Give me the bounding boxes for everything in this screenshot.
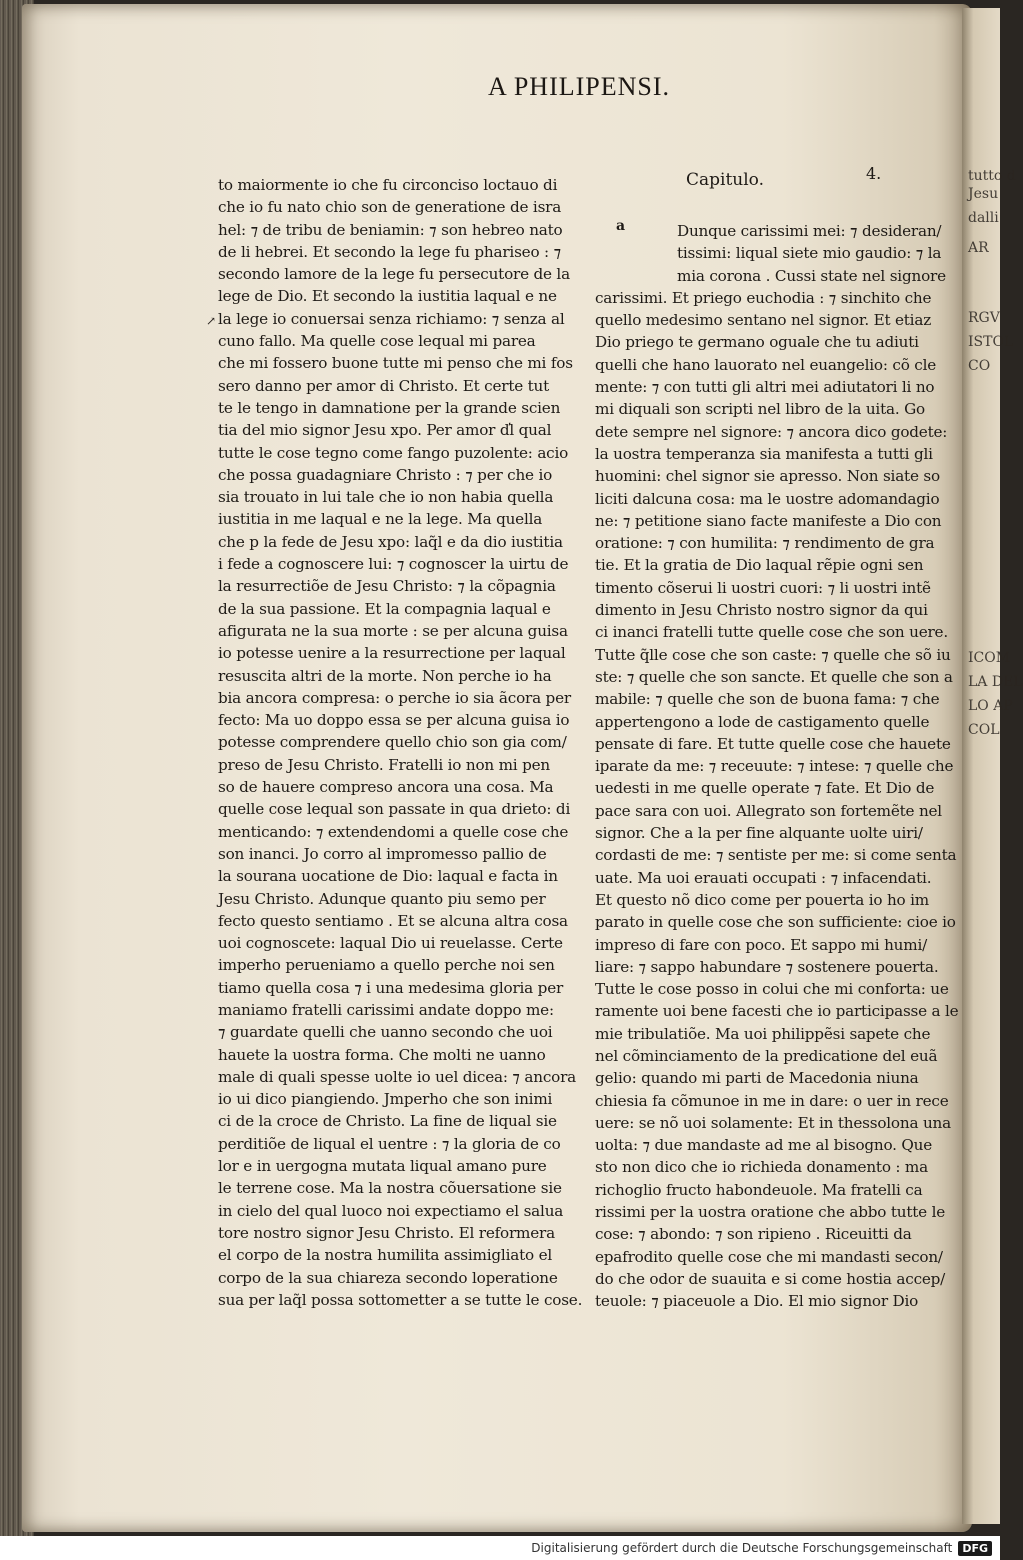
text-line: che possa guadagniare Christo : ⁊ per che io <box>218 465 553 484</box>
text-line: hauete la uostra forma. Che molti ne uanno <box>218 1045 546 1064</box>
text-line: mia corona . Cussi state nel signore <box>677 266 946 285</box>
text-line: che io fu nato chio son de generatione de isra <box>218 198 562 217</box>
text-line: de la sua passione. Et la compagnia laqual e <box>218 599 551 618</box>
text-line: timento cõserui li uostri cuori: ⁊ li uostri intẽ <box>595 578 931 597</box>
text-line: hel: ⁊ de tribu de beniamin: ⁊ son hebreo nato <box>218 220 563 239</box>
text-line: huomini: chel signor sie apresso. Non siate so <box>595 467 940 486</box>
text-line: tiamo quella cosa ⁊ i una medesima gloria per <box>218 978 564 997</box>
text-line: mabile: ⁊ quelle che son de buona fama: ⁊ che <box>595 690 940 709</box>
text-line: sua per laq̃l possa sottometter a se tutte le cose. <box>218 1290 583 1309</box>
text-line: to maiormente io che fu circonciso loctauo di <box>218 176 558 194</box>
dfg-logo: DFG <box>958 1541 992 1556</box>
footer-credit: Digitalisierung gefördert durch die Deutsche Forschungsgemeinschaft <box>531 1541 953 1555</box>
text-line: la sourana uocatione de Dio: laqual e facta in <box>218 867 558 886</box>
text-line: preso de Jesu Christo. Fratelli io non mi pen <box>218 755 550 774</box>
text-line: ⁊ guardate quelli che uanno secondo che uoi <box>218 1023 553 1042</box>
text-line: signor. Che a la per fine alquante uolte uiri/ <box>595 824 923 843</box>
right-text-column <box>595 220 959 1313</box>
text-line: sia trouato in lui tale che io non habia quella <box>218 488 554 507</box>
text-line: uate. Ma uoi erauati occupati : ⁊ infacendati. <box>595 868 932 887</box>
text-line: uere: se nõ uoi solamente: Et in thessolona una <box>595 1113 951 1132</box>
page-number: 4. <box>866 164 882 183</box>
text-line: cuno fallo. Ma quelle cose lequal mi parea <box>218 332 536 351</box>
text-line: maniamo fratelli carissimi andate doppo me: <box>218 1000 554 1019</box>
text-line: la resurrectiõe de Jesu Christo: ⁊ la cõpagnia <box>218 577 556 596</box>
running-title: A PHILIPENSI. <box>488 72 671 101</box>
text-line: liare: ⁊ sappo habundare ⁊ sostenere pouerta. <box>595 957 939 976</box>
text-line: uolta: ⁊ due mandaste ad me al bisogno. Que <box>595 1136 933 1155</box>
text-line: tissimi: liqual siete mio gaudio: ⁊ la <box>677 244 942 263</box>
text-line: bia ancora compresa: o perche io sia ãcora per <box>218 688 571 707</box>
left-text-column <box>218 174 583 1311</box>
text-line: do che odor de suauita e si come hostia accep/ <box>595 1269 946 1288</box>
text-line: te le tengo in damnatione per la grande scien <box>218 398 561 417</box>
text-line: tore nostro signor Jesu Christo. El reformera <box>218 1223 555 1242</box>
text-line: menticando: ⁊ extendendomi a quelle cose che <box>218 822 569 841</box>
text-line: el corpo de la nostra humilita assimigliato el <box>218 1246 553 1265</box>
text-line: oratione: ⁊ con humilita: ⁊ rendimento de gra <box>595 534 935 553</box>
text-line: chiesia fa cõmunoe in me in dare: o uer in rece <box>595 1091 949 1110</box>
text-line: corpo de la sua chiareza secondo loperatione <box>218 1268 558 1287</box>
text-line: ste: ⁊ quelle che son sancte. Et quelle che son a <box>595 667 953 686</box>
text-line: ci de la croce de Christo. La fine de liqual sie <box>218 1112 557 1131</box>
text-line: rissimi per la uostra oratione che abbo tutte le <box>595 1203 946 1222</box>
text-line: tia del mio signor Jesu xpo. Per amor d̕l qual <box>218 421 552 440</box>
text-line: i fede a cognoscere lui: ⁊ cognoscer la uirtu de <box>218 555 569 574</box>
text-line: son inanci. Jo corro al impromesso pallio de <box>218 844 547 863</box>
text-line: Tutte q̃lle cose che son caste: ⁊ quelle che sõ iu <box>595 645 951 664</box>
text-line: quello medesimo sentano nel signor. Et etiaz <box>595 311 931 330</box>
margin-mark: ↗ <box>206 314 217 328</box>
text-line: iparate da me: ⁊ receuute: ⁊ intese: ⁊ quelle che <box>595 757 954 776</box>
text-line: richoglio fructo habondeuole. Ma fratelli ca <box>595 1180 923 1199</box>
text-line: teuole: ⁊ piaceuole a Dio. El mio signor Dio <box>595 1292 919 1311</box>
text-line: impreso di fare con poco. Et sappo mi humi/ <box>595 935 928 954</box>
text-line: uoi cognoscete: laqual Dio ui reuelasse. Certe <box>218 934 563 953</box>
text-line: pensate di fare. Et tutte quelle cose che hauete <box>595 734 951 753</box>
text-line: tutte le cose tegno come fango puzolente: acio <box>218 443 569 462</box>
text-line: la uostra temperanza sia manifesta a tutti gli <box>595 444 933 463</box>
text-line: iustitia in me laqual e ne la lege. Ma quella <box>218 510 543 529</box>
text-line: fecto: Ma uo doppo essa se per alcuna guisa io <box>218 711 570 730</box>
text-line: afigurata ne la sua morte : se per alcuna guisa <box>218 621 568 640</box>
text-line: Et questo nõ dico come per pouerta io ho im <box>595 890 929 909</box>
text-line: imperho perueniamo a quello perche noi sen <box>218 956 555 975</box>
text-line: Jesu Christo. Adunque quanto piu semo per <box>218 889 546 908</box>
text-line: mente: ⁊ con tutti gli altri mei adiutatori li no <box>595 378 935 397</box>
text-line: liciti dalcuna cosa: ma le uostre adomandagio <box>595 489 940 508</box>
text-line: quelle cose lequal son passate in qua drieto: di <box>218 800 571 819</box>
text-line: che mi fossero buone tutte mi penso che mi fos <box>218 354 573 373</box>
text-line: gelio: quando mi parti de Macedonia niuna <box>595 1069 919 1088</box>
text-line: male di quali spesse uolte io uel dicea: ⁊ ancora <box>218 1067 576 1086</box>
text-line: ne: ⁊ petitione siano facte manifeste a Dio con <box>595 511 942 530</box>
text-line: pace sara con uoi. Allegrato son fortemẽte nel <box>595 801 942 820</box>
text-line: ramente uoi bene facesti che io participasse a le <box>595 1002 959 1021</box>
text-line: secondo lamore de la lege fu persecutore de la <box>218 265 570 284</box>
text-line: sto non dico che io richieda donamento : ma <box>595 1158 928 1177</box>
text-line: ci inanci fratelli tutte quelle cose che son uere. <box>595 623 948 642</box>
text-line: Tutte le cose posso in colui che mi conforta: ue <box>595 980 949 999</box>
text-line: Dunque carissimi mei: ⁊ desideran/ <box>677 222 942 240</box>
text-line: in cielo del qual luoco noi expectiamo el salua <box>218 1201 564 1220</box>
text-line: uedesti in me quelle operate ⁊ fate. Et Dio de <box>595 779 935 798</box>
text-line: tie. Et la gratia de Dio laqual rẽpie ogni sen <box>595 556 924 575</box>
footer-bar <box>0 1536 1000 1560</box>
text-line: la lege io conuersai senza richiamo: ⁊ senza al <box>218 309 565 328</box>
text-line: mi diquali son scripti nel libro de la uita. Go <box>595 400 925 419</box>
text-line: resuscita altri de la morte. Non perche io ha <box>218 666 552 685</box>
text-line: quelli che hano lauorato nel euangelio: cõ cle <box>595 355 937 374</box>
text-line: che p la fede de Jesu xpo: laq̃l e da dio iustitia <box>218 532 563 551</box>
text-line: carissimi. Et priego euchodia : ⁊ sinchito che <box>595 288 932 307</box>
text-line: mie tribulatiõe. Ma uoi philippẽsi sapete che <box>595 1024 931 1043</box>
text-line: lor e in uergogna mutata liqual amano pure <box>218 1157 547 1176</box>
guide-initial: a <box>616 218 626 234</box>
text-line: appertengono a lode de castigamento quelle <box>595 712 930 731</box>
text-line: sero danno per amor di Christo. Et certe tut <box>218 376 550 395</box>
text-line: de li hebrei. Et secondo la lege fu phariseo : ⁊ <box>218 242 561 261</box>
text-line: dete sempre nel signore: ⁊ ancora dico godete: <box>595 422 948 441</box>
text-line: so de hauere compreso ancora una cosa. Ma <box>218 778 554 797</box>
text-line: epafrodito quelle cose che mi mandasti secon/ <box>595 1247 943 1266</box>
text-line: cordasti de me: ⁊ sentiste per me: si come senta <box>595 846 957 865</box>
text-line: parato in quelle cose che son sufficiente: cioe io <box>595 913 956 932</box>
text-line: lege de Dio. Et secondo la iustitia laqual e ne <box>218 287 557 306</box>
text-line: potesse comprendere quello chio son gia com/ <box>218 733 567 752</box>
text-line: le terrene cose. Ma la nostra cõuersatione sie <box>218 1179 562 1198</box>
chapter-heading: Capitulo. <box>686 170 765 190</box>
text-line: io potesse uenire a la resurrectione per laqual <box>218 644 566 663</box>
text-line: nel cõminciamento de la predicatione del euã <box>595 1046 938 1065</box>
text-line: io ui dico piangiendo. Jmperho che son inimi <box>218 1090 553 1109</box>
text-line: perditiõe de liqual el uentre : ⁊ la gloria de co <box>218 1134 561 1153</box>
text-line: Dio priego te germano oguale che tu adiuti <box>595 333 919 352</box>
text-line: cose: ⁊ abondo: ⁊ son ripieno . Riceuitti da <box>595 1225 912 1244</box>
text-line: fecto questo sentiamo . Et se alcuna altra cosa <box>218 911 568 930</box>
next-page-edge: tutto d Jesu dalli AR RGV ISTOL CO ICOM LA DEL LO AP COL <box>962 8 1000 1524</box>
text-line: dimento in Jesu Christo nostro signor da qui <box>595 601 928 620</box>
